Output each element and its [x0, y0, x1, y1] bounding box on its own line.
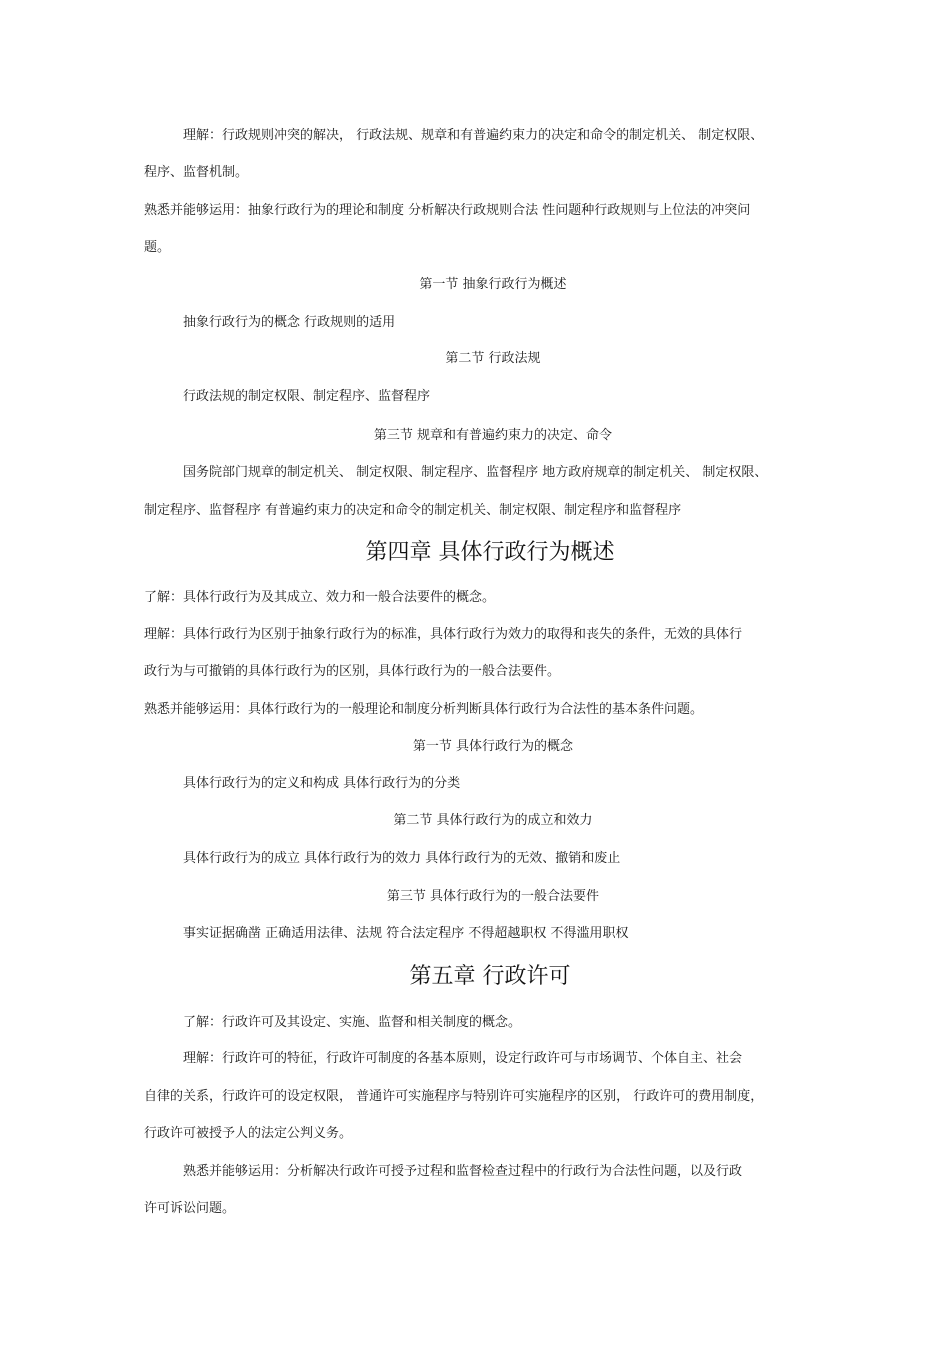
- chapter-title: 第五章 行政许可: [409, 964, 571, 989]
- section-body-line-2: 制定程序、监督程序 有普遍约束力的决定和命令的制定机关、制定权限、制定程序和监督程序: [144, 503, 682, 518]
- section-heading: 第二节 具体行政行为的成立和效力: [393, 813, 593, 828]
- familiar-paragraph-line-2: 许可诉讼问题。: [144, 1201, 236, 1216]
- section-body: 事实证据确凿 正确适用法律、法规 符合法定程序 不得超越职权 不得滥用职权: [183, 926, 629, 941]
- section-heading: 第一节 具体行政行为的概念: [412, 739, 574, 754]
- understand-paragraph-line-1: 理解：行政许可的特征，行政许可制度的各基本原则，设定行政许可与市场调节、个体自主、社会: [183, 1051, 743, 1066]
- familiar-paragraph: 熟悉并能够运用：具体行政行为的一般理论和制度分析判断具体行政行为合法性的基本条件问题。: [144, 702, 704, 717]
- understand-paragraph-line-2: 政行为与可撤销的具体行政行为的区别，具体行政行为的一般合法要件。: [144, 664, 561, 679]
- section-body: 具体行政行为的成立 具体行政行为的效力 具体行政行为的无效、撤销和废止: [183, 851, 621, 866]
- section-heading: 第三节 具体行政行为的一般合法要件: [386, 889, 600, 904]
- section-heading: 第三节 规章和有普遍约束力的决定、命令: [373, 428, 613, 443]
- understand-paragraph-line-1: 理解：行政规则冲突的解决， 行政法规、规章和有普遍约束力的决定和命令的制定机关、 制定权限、: [183, 128, 764, 143]
- know-paragraph: 了解：行政许可及其设定、实施、监督和相关制度的概念。: [183, 1015, 522, 1030]
- understand-paragraph-line-2: 程序、监督机制。: [144, 165, 249, 180]
- chapter-title: 第四章 具体行政行为概述: [365, 540, 615, 565]
- familiar-paragraph-line-2: 题。: [144, 240, 171, 255]
- understand-paragraph-line-3: 行政许可被授予人的法定公判义务。: [144, 1126, 353, 1141]
- section-body: 行政法规的制定权限、制定程序、监督程序: [183, 389, 431, 404]
- understand-paragraph-line-1: 理解：具体行政行为区别于抽象行政行为的标准，具体行政行为效力的取得和丧失的条件，无效的具体行: [144, 627, 743, 642]
- section-body: 具体行政行为的定义和构成 具体行政行为的分类: [183, 776, 461, 791]
- know-paragraph: 了解：具体行政行为及其成立、效力和一般合法要件的概念。: [144, 590, 496, 605]
- familiar-paragraph-line-1: 熟悉并能够运用：抽象行政行为的理论和制度 分析解决行政规则合法 性问题种行政规则与上位法的冲突问: [144, 203, 751, 218]
- section-body: 抽象行政行为的概念 行政规则的适用: [183, 315, 396, 330]
- familiar-paragraph-line-1: 熟悉并能够运用：分析解决行政许可授予过程和监督检查过程中的行政行为合法性问题，以及行政: [183, 1164, 743, 1179]
- section-heading: 第二节 行政法规: [445, 351, 541, 366]
- section-body-line-1: 国务院部门规章的制定机关、 制定权限、制定程序、监督程序 地方政府规章的制定机关、 制定权限、: [183, 465, 768, 480]
- understand-paragraph-line-2: 自律的关系，行政许可的设定权限， 普通许可实施程序与特别许可实施程序的区别， 行政许可的费用制度，: [144, 1089, 764, 1104]
- section-heading: 第一节 抽象行政行为概述: [419, 277, 567, 292]
